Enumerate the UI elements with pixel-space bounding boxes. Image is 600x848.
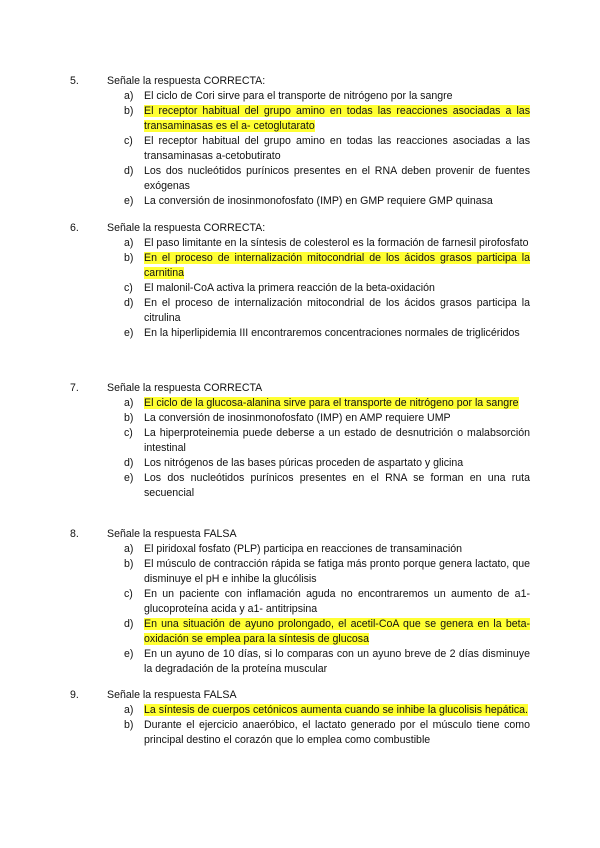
option-text: El paso limitante en la síntesis de colesterol es la formación de farnesil pirofosfato [144,237,529,249]
option-letter: a) [124,237,134,249]
option-letter: d) [124,297,134,309]
option-text: En la hiperlipidemia III encontraremos concentraciones normales de triglicéridos [144,327,520,339]
option-letter: e) [124,327,134,339]
option-letter: a) [124,397,134,409]
option-text-highlighted: El receptor habitual del grupo amino en todas las reacciones asociadas a las transaminasas es el a- cetoglutarato [144,105,530,132]
question-title: Señale la respuesta CORRECTA [107,382,263,394]
option-a [124,542,530,557]
option-text: La conversión de inosinmonofosfato (IMP) en GMP requiere GMP quinasa [144,195,493,207]
option-text-highlighted: En una situación de ayuno prolongado, el acetil-CoA que se genera en la beta-oxidación se emplea para la síntesis de glucosa [144,618,530,645]
option-letter: c) [124,282,133,294]
option-letter: d) [124,165,134,177]
option-text: Los dos nucleótidos purínicos presentes en el RNA se forman en una ruta secuencial [144,472,530,499]
option-text-highlighted: La síntesis de cuerpos cetónicos aumenta cuando se inhibe la glucolisis hepática. [144,704,528,716]
option-d [124,164,530,194]
question-title: Señale la respuesta CORRECTA: [107,75,266,87]
option-letter: b) [124,412,134,424]
option-letter: c) [124,427,133,439]
option-letter: e) [124,195,134,207]
option-letter: b) [124,105,134,117]
option-letter: b) [124,558,134,570]
option-list [124,236,530,341]
option-text: Durante el ejercicio anaeróbico, el lactato generado por el músculo tiene como principal destino el corazón que lo emplea como combustible [144,719,530,746]
option-letter: c) [124,588,133,600]
option-b [124,411,530,426]
option-text: En el proceso de internalización mitocondrial de los ácidos grasos participa la citrulina [144,297,530,324]
option-text: Los dos nucleótidos purínicos presentes en el RNA deben provenir de fuentes exógenas [144,165,530,192]
option-a [124,89,530,104]
question-title: Señale la respuesta CORRECTA: [107,222,266,234]
option-text: Los nitrógenos de las bases púricas proceden de aspartato y glicina [144,457,464,469]
option-b [124,557,530,587]
option-text: El ciclo de Cori sirve para el transporte de nitrógeno por la sangre [144,90,453,102]
option-letter: d) [124,457,134,469]
option-d [124,456,530,471]
option-letter: c) [124,135,133,147]
option-e [124,647,530,677]
question-number: 5. [70,75,79,87]
option-text-highlighted: El ciclo de la glucosa-alanina sirve para el transporte de nitrógeno por la sangre [144,397,519,409]
option-text: El receptor habitual del grupo amino en todas las reacciones asociadas a las transaminasas a-cetobutirato [144,135,530,162]
option-c [124,426,530,456]
option-text: En un ayuno de 10 días, si lo comparas con un ayuno breve de 2 días disminuye la degradación de la proteína muscular [144,648,530,675]
option-text: En un paciente con inflamación aguda no encontraremos un aumento de a1-glucoproteína acida y a1- antitripsina [144,588,530,615]
question-number: 9. [70,689,79,701]
option-a [124,236,530,251]
option-letter: e) [124,648,134,660]
option-letter: a) [124,704,134,716]
option-b [124,718,530,748]
option-list [124,703,530,748]
option-list [124,542,530,677]
option-e [124,471,530,501]
question-number: 6. [70,222,79,234]
question-number: 8. [70,528,79,540]
question-number: 7. [70,382,79,394]
option-text: El músculo de contracción rápida se fatiga más pronto porque genera lactato, que disminuye el pH e inhibe la glucólisis [144,558,530,585]
option-b [124,104,530,134]
option-e [124,326,530,341]
option-d [124,296,530,326]
question-title: Señale la respuesta FALSA [107,689,237,701]
option-letter: a) [124,90,134,102]
option-list [124,89,530,209]
option-letter: a) [124,543,134,555]
option-a [124,703,530,718]
option-d [124,617,530,647]
option-c [124,134,530,164]
option-text: La conversión de inosinmonofosfato (IMP) en AMP requiere UMP [144,412,451,424]
option-letter: b) [124,252,134,264]
option-list [124,396,530,501]
option-text-highlighted: En el proceso de internalización mitocondrial de los ácidos grasos participa la carnitina [144,252,530,279]
option-b [124,251,530,281]
option-text: La hiperproteinemia puede deberse a un estado de desnutrición o malabsorción intestinal [144,427,530,454]
option-letter: e) [124,472,134,484]
option-text: El malonil-CoA activa la primera reacción de la beta-oxidación [144,282,435,294]
option-a [124,396,530,411]
option-letter: d) [124,618,134,630]
option-e [124,194,530,209]
option-c [124,587,530,617]
question-title: Señale la respuesta FALSA [107,528,237,540]
option-letter: b) [124,719,134,731]
option-c [124,281,530,296]
option-text: El piridoxal fosfato (PLP) participa en reacciones de transaminación [144,543,462,555]
